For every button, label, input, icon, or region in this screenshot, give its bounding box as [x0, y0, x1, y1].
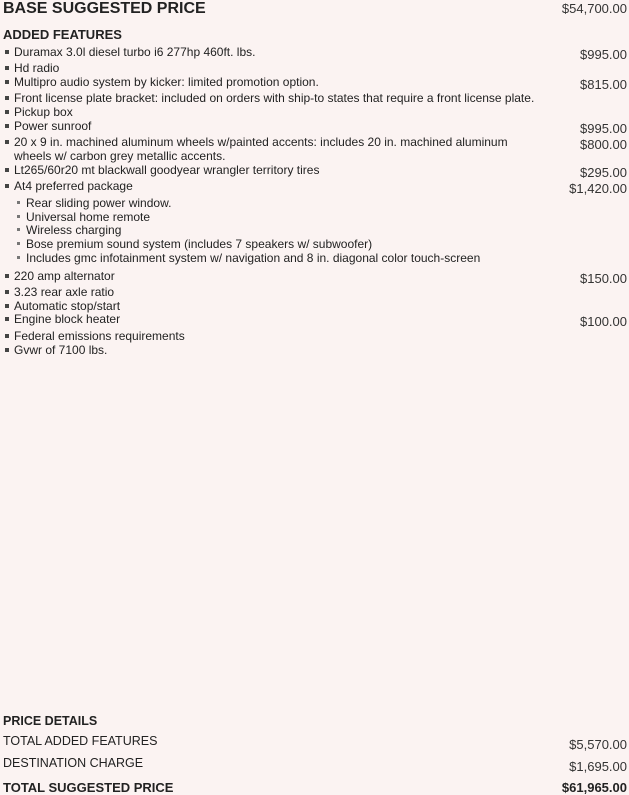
bullet-icon [5, 80, 9, 84]
bullet-icon [5, 274, 9, 278]
package-item: Universal home remote [17, 210, 150, 224]
bullet-icon [5, 66, 9, 70]
bullet-icon [5, 348, 9, 352]
bullet-icon [17, 228, 20, 231]
feature-item-continuation: wheels w/ carbon grey metallic accents. [14, 149, 226, 163]
bullet-icon [5, 50, 9, 54]
package-item: Rear sliding power window. [17, 196, 171, 210]
bullet-icon [5, 96, 9, 100]
feature-price: $995.00 [580, 121, 627, 136]
feature-price: $800.00 [580, 137, 627, 152]
total-suggested-price-value: $61,965.00 [561, 780, 627, 795]
feature-item: Power sunroof [5, 119, 91, 133]
feature-item: Front license plate bracket: included on orders with ship-to states that require a front license plate. [5, 91, 534, 105]
price-details-title: PRICE DETAILS [3, 714, 98, 728]
feature-price: $100.00 [580, 314, 627, 329]
base-price-title: BASE SUGGESTED PRICE [3, 0, 206, 17]
destination-charge-label: DESTINATION CHARGE [3, 756, 144, 770]
bullet-icon [17, 256, 20, 259]
feature-price: $815.00 [580, 77, 627, 92]
feature-item: Federal emissions requirements [5, 329, 185, 343]
bullet-icon [5, 168, 9, 172]
feature-item: 220 amp alternator [5, 269, 115, 283]
bullet-icon [5, 317, 9, 321]
bullet-icon [5, 110, 9, 114]
total-added-features-label: TOTAL ADDED FEATURES [3, 734, 158, 748]
feature-price: $1,420.00 [569, 181, 627, 196]
feature-item: 20 x 9 in. machined aluminum wheels w/painted accents: includes 20 in. machined aluminum [5, 135, 508, 149]
package-item: Includes gmc infotainment system w/ navigation and 8 in. diagonal color touch-screen [17, 251, 480, 265]
feature-item: Multipro audio system by kicker: limited promotion option. [5, 75, 319, 89]
feature-price: $295.00 [580, 165, 627, 180]
base-price-value: $54,700.00 [561, 1, 627, 16]
feature-item: 3.23 rear axle ratio [5, 285, 114, 299]
destination-charge-value: $1,695.00 [569, 759, 627, 774]
feature-price: $995.00 [580, 47, 627, 62]
bullet-icon [5, 290, 9, 294]
feature-price: $150.00 [580, 271, 627, 286]
bullet-icon [5, 140, 9, 144]
bullet-icon [5, 124, 9, 128]
total-suggested-price-label: TOTAL SUGGESTED PRICE [3, 780, 174, 795]
feature-item: Lt265/60r20 mt blackwall goodyear wrangler territory tires [5, 163, 319, 177]
bullet-icon [17, 215, 20, 218]
feature-item: Gvwr of 7100 lbs. [5, 343, 107, 357]
total-added-features-value: $5,570.00 [569, 737, 627, 752]
feature-item: Engine block heater [5, 312, 120, 326]
bullet-icon [17, 201, 20, 204]
package-item: Bose premium sound system (includes 7 speakers w/ subwoofer) [17, 237, 372, 251]
bullet-icon [17, 242, 20, 245]
feature-item: Duramax 3.0l diesel turbo i6 277hp 460ft. lbs. [5, 45, 255, 59]
feature-item: At4 preferred package [5, 179, 133, 193]
bullet-icon [5, 304, 9, 308]
feature-item: Pickup box [5, 105, 73, 119]
bullet-icon [5, 184, 9, 188]
feature-item: Automatic stop/start [5, 299, 120, 313]
bullet-icon [5, 334, 9, 338]
feature-item: Hd radio [5, 61, 59, 75]
package-item: Wireless charging [17, 223, 121, 237]
added-features-title: ADDED FEATURES [3, 27, 122, 42]
